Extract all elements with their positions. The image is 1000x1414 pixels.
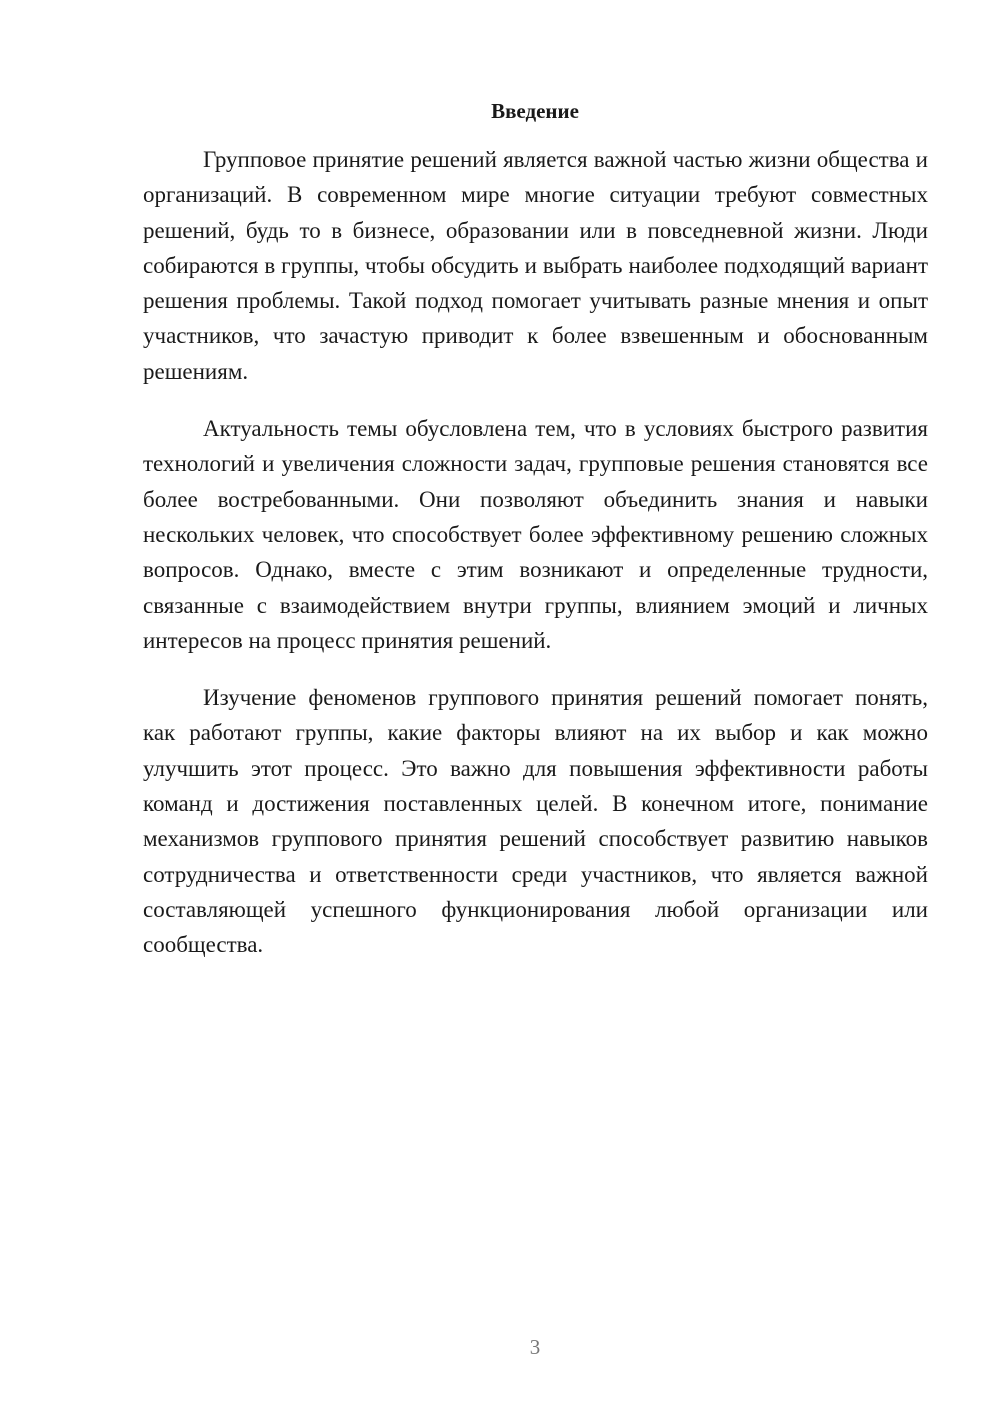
paragraph-3: Изучение феноменов группового принятия решений помогает понять, как работают группы, какие факторы влияют на их выбор и как можно улучшить этот процесс. Это важно для повышения эффективности работы команд и достижения поставленных целей. В конечном итоге, понимание механизмов группового принятия решений способствует развитию навыков сотрудничества и ответственности среди участников, что является важной составляющей успешного функционирования любой организации или сообщества. bbox=[143, 685, 928, 958]
page-number: 3 bbox=[529, 1335, 541, 1359]
paragraph-1: Групповое принятие решений является важной частью жизни общества и организаций. В современном мире многие ситуации требуют совместных решений, будь то в бизнесе, образовании или в повседневной жизни. Люди собираются в группы, чтобы обсудить и выбрать наиболее подходящий вариант решения проблемы. Такой подход помогает учитывать разные мнения и опыт участников, что зачастую приводит к более взвешенным и обоснованным решениям. bbox=[143, 147, 928, 384]
body-text bbox=[143, 142, 928, 985]
paragraph-2: Актуальность темы обусловлена тем, что в условиях быстрого развития технологий и увеличения сложности задач, групповые решения становятся все более востребованными. Они позволяют объединить знания и навыки нескольких человек, что способствует более эффективному решению сложных вопросов. Однако, вместе с этим возникают и определенные трудности, связанные с взаимодействием внутри группы, влиянием эмоций и личных интересов на процесс принятия решений. bbox=[143, 416, 928, 653]
section-heading: Введение bbox=[491, 99, 579, 123]
